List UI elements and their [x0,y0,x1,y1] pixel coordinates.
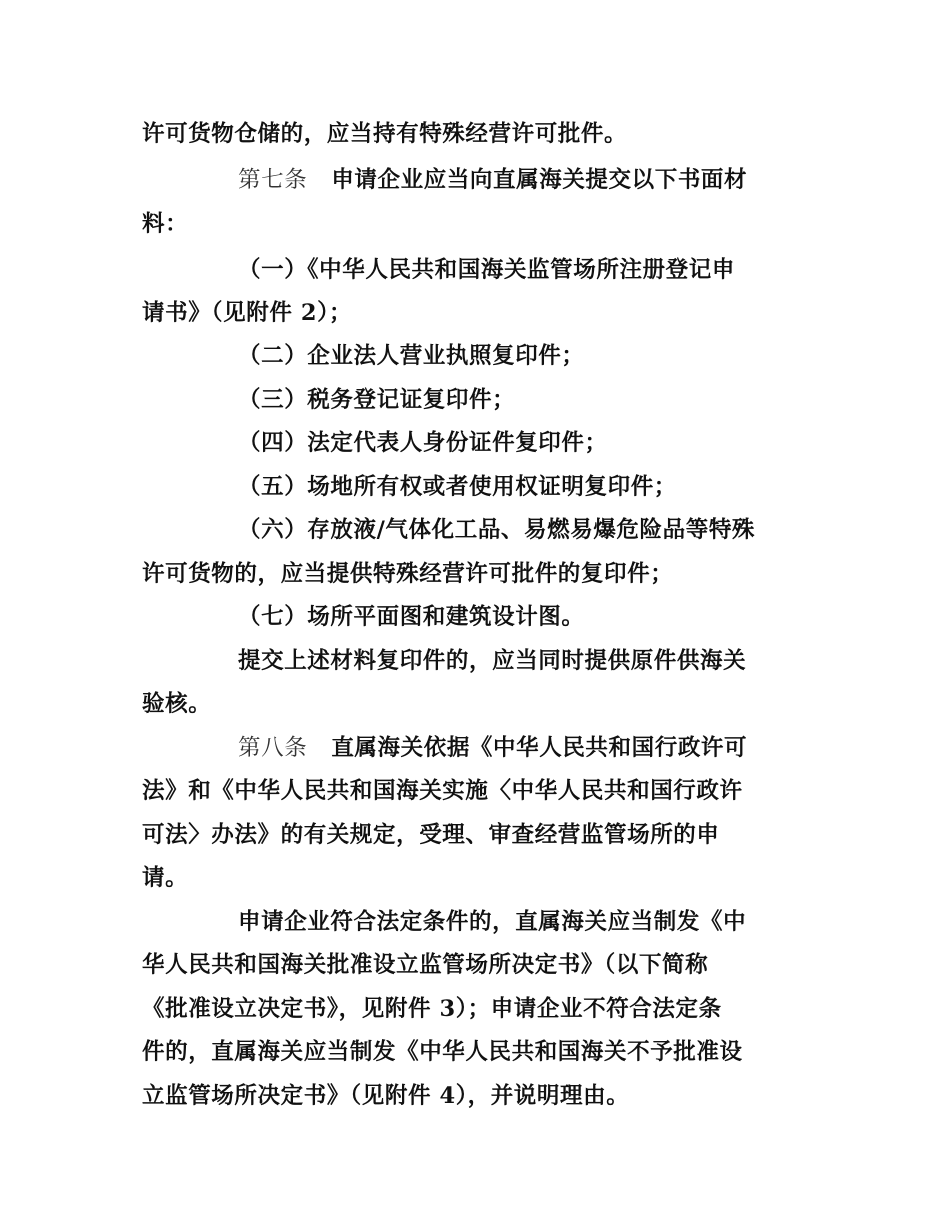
line-text: 件的，直属海关应当制发《中华人民共和国海关不予批准设 [142,1039,743,1065]
line-text: （五）场地所有权或者使用权证明复印件； [238,474,677,500]
list-item-line [238,469,950,505]
article-number: 第八条 [238,735,308,761]
line-text: 立监管场所决定书》（见附件 4），并说明理由。 [142,1083,630,1109]
text-line [142,991,950,1027]
paragraph-start-line [238,904,950,940]
line-text: 请书》（见附件 2）； [142,300,353,326]
paragraph-start-line [238,643,950,679]
line-text: 法》和《中华人民共和国海关实施〈中华人民共和国行政许 [142,778,743,804]
text-line [142,947,950,983]
line-text: 提交上述材料复印件的，应当同时提供原件供海关 [238,648,747,674]
line-text: 申请企业符合法定条件的，直属海关应当制发《中 [238,909,747,935]
line-text: （二）企业法人营业执照复印件； [238,343,585,369]
line-text: 《批准设立决定书》，见附件 3）；申请企业不符合法定条 [142,996,722,1022]
line-text: 验核。 [142,691,212,717]
text-line [142,860,950,896]
list-item-line [238,512,950,548]
line-text: （四）法定代表人身份证件复印件； [238,430,608,456]
list-item-line [238,382,950,418]
line-text: （六）存放液/气体化工品、易燃易爆危险品等特殊 [238,517,756,543]
line-text: 许可货物的，应当提供特殊经营许可批件的复印件； [142,561,674,587]
text-line [142,116,950,152]
list-item-line [238,338,950,374]
list-item-line [238,252,950,288]
line-text: （一）《中华人民共和国海关监管场所注册登记申 [238,257,735,283]
line-text: 许可货物仓储的，应当持有特殊经营许可批件。 [142,121,628,147]
article-heading-line [238,730,950,766]
text-line [142,1078,950,1114]
line-text: 可法〉办法》的有关规定，受理、审查经营监管场所的申 [142,822,720,848]
line-text: 请。 [142,865,189,891]
line-text: （七）场所平面图和建筑设计图。 [238,604,585,630]
article-heading-line [238,162,950,198]
text-line [142,295,950,331]
list-item-line [238,599,950,635]
line-text: 直属海关依据《中华人民共和国行政许可 [331,735,748,761]
text-line [142,556,950,592]
text-line [142,773,950,809]
text-line [142,686,950,722]
line-text: 料： [142,211,189,237]
list-item-line [238,425,950,461]
line-text: （三）税务登记证复印件； [238,387,516,413]
line-text: 申请企业应当向直属海关提交以下书面材 [331,167,748,193]
line-text: 华人民共和国海关批准设立监管场所决定书》（以下简称 [142,952,709,978]
text-line [142,817,950,853]
text-line [142,206,950,242]
article-number: 第七条 [238,167,308,193]
text-line [142,1034,950,1070]
